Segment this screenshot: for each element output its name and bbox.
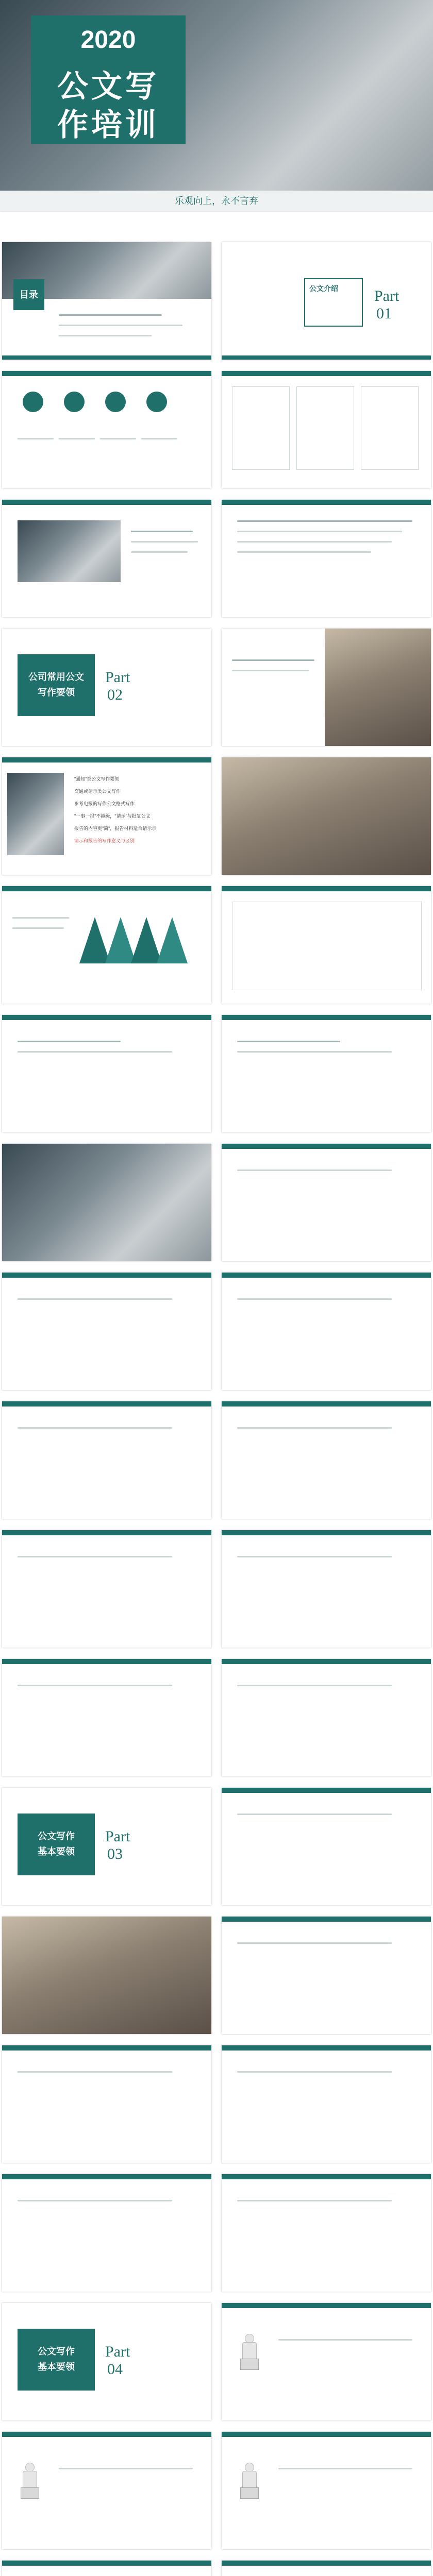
- slide-generic: [222, 1659, 431, 1776]
- slide-generic: [2, 1015, 211, 1132]
- slide-band: [2, 757, 211, 762]
- list-item-2: 交通或请示类公文写作: [74, 789, 121, 794]
- text-line: [237, 1427, 392, 1429]
- part1-word: Part: [374, 287, 399, 304]
- slide-band: [222, 2174, 431, 2179]
- slide-band: [2, 2432, 211, 2437]
- slide-band: [222, 1144, 431, 1149]
- slide-figure: [2, 2432, 211, 2549]
- text-line: [237, 1041, 340, 1042]
- text-line: [12, 917, 69, 919]
- slide-band: [222, 1917, 431, 1922]
- cover-title-block: [31, 15, 186, 144]
- cover-title-line1: 公文写: [57, 69, 159, 104]
- arrow-shape: [157, 917, 188, 963]
- slide-generic: [222, 1788, 431, 1905]
- slide-generic: [222, 2174, 431, 2292]
- slide-band: [222, 2432, 431, 2437]
- part3-title-line2: 基本要领: [38, 1846, 75, 1857]
- text-line: [59, 2468, 193, 2469]
- slide-photo-text: [222, 629, 431, 746]
- circle-icon: [105, 392, 126, 412]
- toc-line: [59, 325, 182, 326]
- slide-cards-a: [222, 371, 431, 488]
- text-line: [18, 1427, 172, 1429]
- text-line: [237, 1051, 392, 1053]
- cover-bottom-strip: [0, 191, 433, 211]
- figure-icon: [237, 2334, 261, 2370]
- part2-word: Part: [105, 669, 130, 686]
- list-item-5: 报告的内容更"简"，报告材料适合请示示: [74, 826, 157, 831]
- card: [232, 386, 290, 470]
- part2-title-block: [18, 654, 95, 716]
- cover-title-line2: 作培训: [57, 108, 159, 142]
- slide-band: [222, 1659, 431, 1664]
- text-line: [237, 1298, 392, 1300]
- slide-generic: [222, 1273, 431, 1390]
- slide-band: [222, 886, 431, 891]
- slide-band: [2, 2561, 211, 2566]
- text-line: [278, 2339, 412, 2341]
- part4-title-line1: 公文写作: [38, 2346, 75, 2357]
- slide-band: [2, 1015, 211, 1020]
- circle-icon: [23, 392, 43, 412]
- slide-band: [2, 1401, 211, 1406]
- slide-band: [222, 1273, 431, 1278]
- cover-slogan: 乐观向上，永不言弃: [175, 196, 258, 206]
- slide-generic: [2, 2045, 211, 2163]
- part3-title-line1: 公文写作: [38, 1831, 75, 1841]
- list-photo: [7, 773, 64, 855]
- text-line: [237, 1556, 392, 1557]
- text-line: [237, 1942, 392, 1944]
- slide-photo-b: [222, 757, 431, 875]
- part1-number: 01: [376, 305, 392, 322]
- text-line: [237, 1170, 392, 1171]
- text-line: [232, 670, 309, 671]
- slide-generic: [2, 2174, 211, 2292]
- text-line: [237, 541, 392, 543]
- part1-bottom-band: [222, 355, 431, 360]
- text-line: [12, 927, 64, 929]
- part4-word: Part: [105, 2343, 130, 2360]
- text-line: [237, 1814, 392, 1815]
- photo: [2, 1144, 211, 1261]
- part4-title-block: [18, 2329, 95, 2391]
- text-line: [237, 551, 371, 553]
- circle-icon: [64, 392, 85, 412]
- slide-band: [2, 2174, 211, 2179]
- text-line: [100, 438, 136, 439]
- slide-band: [222, 1788, 431, 1793]
- slide-generic: [2, 1401, 211, 1519]
- figure-icon: [18, 2463, 41, 2499]
- slide-generic: [222, 1917, 431, 2034]
- slide-generic: [2, 1144, 211, 1261]
- list-item-1: "通知"类公文写作要领: [74, 776, 120, 782]
- slide-generic: [2, 1917, 211, 2034]
- toc-line: [59, 314, 162, 316]
- figure-icon: [237, 2463, 261, 2499]
- part1-label: 公文介绍: [309, 284, 338, 293]
- slide-band: [2, 371, 211, 376]
- slide-band: [222, 1401, 431, 1406]
- text-line: [237, 1685, 392, 1686]
- part3-word: Part: [105, 1828, 130, 1845]
- slide-band: [2, 1530, 211, 1535]
- slide-generic: [222, 1144, 431, 1261]
- text-line: [18, 1685, 172, 1686]
- slide-band: [2, 500, 211, 505]
- slide-generic: [222, 1401, 431, 1519]
- slide-band: [2, 1273, 211, 1278]
- part2-list-slide: [2, 757, 211, 875]
- slide-band: [2, 1659, 211, 1664]
- slide-figure: [2, 2561, 211, 2576]
- slide-text-b: [222, 886, 431, 1004]
- slide-generic: [2, 1530, 211, 1648]
- text-line: [141, 438, 177, 439]
- text-line: [131, 531, 193, 532]
- slide-band: [222, 371, 431, 376]
- slide-band: [2, 2045, 211, 2050]
- slide-generic: [222, 1015, 431, 1132]
- text-line: [131, 541, 198, 543]
- slide-generic: [222, 1530, 431, 1648]
- slide-band: [222, 1530, 431, 1535]
- laptop-photo: [18, 520, 121, 582]
- part3-title-block: [18, 1814, 95, 1875]
- slide-generic: [2, 1659, 211, 1776]
- part4-slide: [2, 2303, 211, 2420]
- text-line: [232, 659, 314, 661]
- photo: [2, 1917, 211, 2034]
- text-line: [59, 438, 95, 439]
- meeting-photo: [222, 757, 431, 875]
- card: [361, 386, 419, 470]
- toc-bottom-band: [2, 355, 211, 360]
- slide-band: [222, 1015, 431, 1020]
- slide-band: [222, 2045, 431, 2050]
- part3-number: 03: [107, 1845, 123, 1862]
- part4-title-line2: 基本要领: [38, 2362, 75, 2372]
- toc-slide: [2, 242, 211, 360]
- cover-slide: [0, 0, 433, 211]
- part2-number: 02: [107, 686, 123, 703]
- toc-line: [59, 335, 152, 336]
- card: [296, 386, 354, 470]
- text-line: [18, 2200, 172, 2201]
- text-line: [278, 2468, 412, 2469]
- part1-slide: [222, 242, 431, 360]
- text-line: [18, 438, 54, 439]
- slide-text-a: [222, 500, 431, 617]
- text-line: [18, 2071, 172, 2073]
- list-item-6: 请示和报告的写作意义与区别: [74, 838, 135, 843]
- text-line: [237, 2071, 392, 2073]
- cover-year: 2020: [80, 26, 136, 54]
- part4-number: 04: [107, 2361, 123, 2378]
- slide-band: [2, 886, 211, 891]
- part3-slide: [2, 1788, 211, 1905]
- text-line: [237, 520, 412, 522]
- text-line: [18, 1051, 172, 1053]
- slide-figure: [222, 2561, 431, 2576]
- text-card: [232, 902, 422, 990]
- desk-photo: [325, 629, 431, 746]
- list-item-3: 参考电报的写作公文格式写作: [74, 801, 135, 806]
- text-line: [237, 2200, 392, 2201]
- text-line: [18, 1298, 172, 1300]
- circle-icon: [146, 392, 167, 412]
- slide-arrows: [2, 886, 211, 1004]
- slide-icons-a: [2, 371, 211, 488]
- text-line: [18, 1041, 121, 1042]
- list-item-4: "一事一报"不越级，"请示"与批复公文: [74, 814, 151, 819]
- part2-title-line2: 写作要领: [38, 687, 75, 698]
- toc-badge: 目录: [13, 279, 44, 310]
- slide-laptop: [2, 500, 211, 617]
- slide-band: [222, 2303, 431, 2308]
- text-line: [18, 1556, 172, 1557]
- slide-band: [222, 500, 431, 505]
- part2-title-line1: 公司常用公文: [28, 672, 84, 682]
- part2-slide: [2, 629, 211, 746]
- text-line: [237, 531, 402, 532]
- slide-generic: [2, 1273, 211, 1390]
- part1-frame: [304, 278, 363, 327]
- slide-generic: [222, 2045, 431, 2163]
- text-line: [131, 551, 188, 553]
- slide-band: [222, 2561, 431, 2566]
- slide-figure: [222, 2432, 431, 2549]
- slide-figure: [222, 2303, 431, 2420]
